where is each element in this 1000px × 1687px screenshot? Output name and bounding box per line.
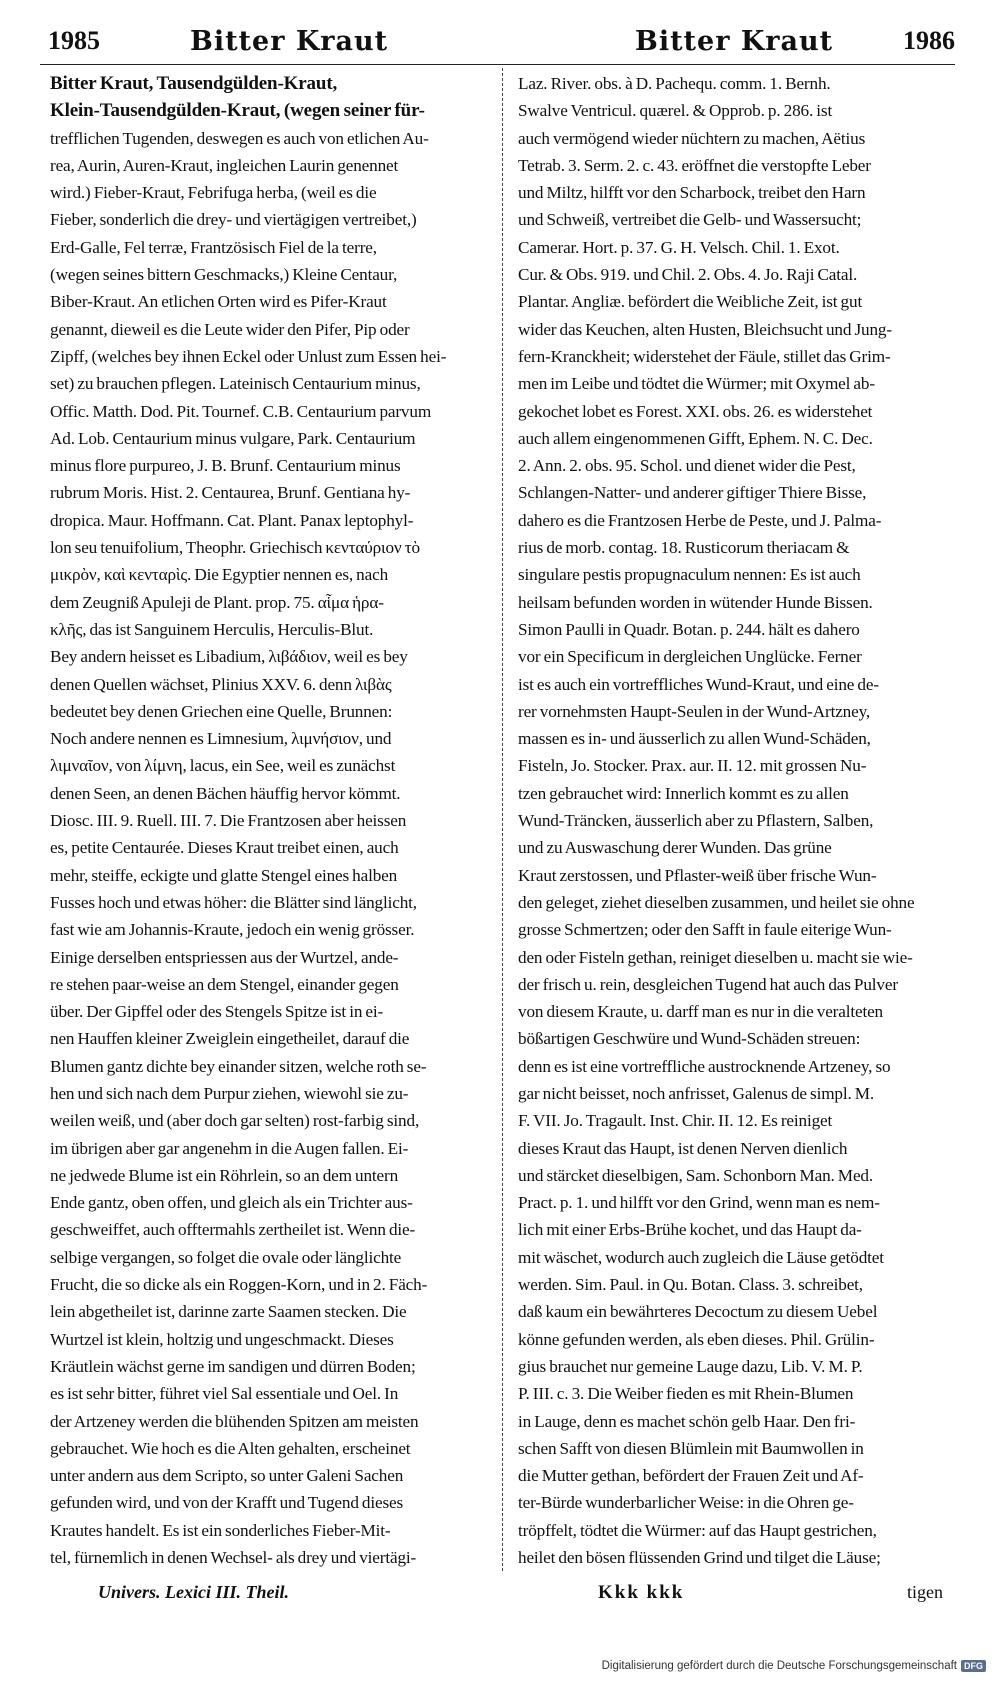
- left-column-line: Blumen gantz dichte bey einander sitzen, welche roth se-: [50, 1056, 427, 1076]
- left-column-line: Ad. Lob. Centaurium minus vulgare, Park. Centaurium: [50, 428, 416, 448]
- header-rule: [40, 64, 955, 65]
- right-column-line: die Mutter gethan, befördert der Frauen Zeit und Af-: [518, 1466, 864, 1486]
- right-column-line: bößartigen Geschwüre und Wund-Schäden streuen:: [518, 1029, 861, 1049]
- left-column-line: selbige vergangen, so folget die ovale oder länglichte: [50, 1247, 402, 1267]
- right-column-line: 2. Ann. 2. obs. 95. Schol. und dienet wider die Pest,: [518, 456, 856, 476]
- left-column-line: Erd-Galle, Fel terræ, Frantzösisch Fiel de la terre,: [50, 237, 377, 257]
- right-column-line: daß kaum ein bewährteres Decoctum zu diesem Uebel: [518, 1302, 878, 1322]
- left-column-line: unter andern aus dem Scripto, so unter Galeni Sachen: [50, 1466, 404, 1486]
- right-column-line: tzen gebrauchet wird: Innerlich kommt es zu allen: [518, 783, 849, 803]
- right-column-line: Laz. River. obs. à D. Pachequ. comm. 1. Bernh.: [518, 74, 831, 93]
- left-column-line: über. Der Gipffel oder des Stengels Spitze ist in ei-: [50, 1002, 384, 1022]
- left-column-line: Noch andere nennen es Limnesium, λιμνήσιον, und: [50, 729, 392, 749]
- left-column-line: es ist sehr bitter, führet viel Sal essentiale und Oel. In: [50, 1384, 399, 1404]
- right-column-line: Fisteln, Jo. Stocker. Prax. aur. II. 12. mit grossen Nu-: [518, 756, 867, 776]
- right-column-line: Wund-Träncken, äusserlich aber zu Pflastern, Salben,: [518, 811, 874, 831]
- left-column-line: rea, Aurin, Auren-Kraut, ingleichen Laurin genennet: [50, 155, 399, 175]
- right-column-line: und Miltz, hilfft vor den Scharbock, treibet den Harn: [518, 183, 866, 203]
- left-column-line: Bitter Kraut, Tausendgülden-Kraut,: [50, 73, 338, 94]
- right-column-line: P. III. c. 3. Die Weiber fieden es mit Rhein-Blumen: [518, 1384, 854, 1404]
- right-column-line: schen Safft von diesen Blümlein mit Baumwollen in: [518, 1438, 864, 1458]
- digitization-credit: [602, 1660, 986, 1672]
- left-column-line: es, petite Centaurée. Dieses Kraut treibet einen, auch: [50, 838, 399, 858]
- left-column-line: weilen weiß, und (aber doch gar selten) rost-farbig sind,: [50, 1111, 420, 1131]
- left-column-line: Zipff, (welches bey ihnen Eckel oder Unlust zum Essen hei-: [50, 346, 447, 366]
- left-column-line: fast wie am Johannis-Kraute, jedoch ein wenig grösser.: [50, 920, 415, 940]
- left-column-line: denen Quellen wächset, Plinius XXV. 6. denn λιβὰς: [50, 674, 392, 694]
- right-column-line: grosse Schmertzen; oder den Safft in faule eiterige Wun-: [518, 920, 892, 940]
- right-column-line: gar nicht beisset, noch anfrisset, Galenus de simpl. M.: [518, 1083, 875, 1103]
- left-column-line: wird.) Fieber-Kraut, Febrifuga herba, (weil es die: [50, 183, 377, 203]
- left-column-line: Fusses hoch und etwas höher: die Blätter sind länglicht,: [50, 892, 417, 912]
- left-column-line: Frucht, die so dicke als ein Roggen-Korn, und in 2. Fäch-: [50, 1275, 428, 1295]
- left-column-line: Offic. Matth. Dod. Pit. Tournef. C.B. Centaurium parvum: [50, 401, 432, 421]
- right-column-line: denn es ist eine vortreffliche austrocknende Artzeney, so: [518, 1056, 891, 1076]
- left-column-line: ne jedwede Blume ist ein Röhrlein, so an dem untern: [50, 1165, 399, 1185]
- left-column-line: minus flore purpureo, J. B. Brunf. Centaurium minus: [50, 456, 401, 476]
- right-column-line: Tetrab. 3. Serm. 2. c. 43. eröffnet die verstopfte Leber: [518, 155, 871, 175]
- right-column-line: auch allem eingenommenen Gifft, Ephem. N. C. Dec.: [518, 428, 873, 448]
- left-column-line: Einige derselben entspriessen aus der Wurtzel, ande-: [50, 947, 399, 967]
- left-column-line: tel, fürnemlich in denen Wechsel- als drey und viertägi-: [50, 1548, 417, 1568]
- left-column-line: Krautes handelt. Es ist ein sonderliches Fieber-Mit-: [50, 1520, 391, 1540]
- left-column-line: hen und sich nach dem Purpur ziehen, wiewohl sie zu-: [50, 1083, 409, 1103]
- right-column-line: werden. Sim. Paul. in Qu. Botan. Class. 3. schreibet,: [518, 1275, 863, 1295]
- right-column-line: auch vermögend wieder nüchtern zu machen, Aëtius: [518, 128, 866, 148]
- right-column-line: F. VII. Jo. Tragault. Inst. Chir. II. 12. Es reiniget: [518, 1111, 833, 1131]
- right-column-line: Cur. & Obs. 919. und Chil. 2. Obs. 4. Jo. Raji Catal.: [518, 265, 858, 285]
- signature-left: Univers. Lexici III. Theil.: [98, 1582, 289, 1602]
- page-footer: [40, 1582, 955, 1622]
- left-column-line: dropica. Maur. Hoffmann. Cat. Plant. Panax leptophyl-: [50, 510, 414, 530]
- right-column-line: gekochet lobet es Forest. XXI. obs. 26. es widerstehet: [518, 401, 873, 421]
- left-column-line: μικρὸν, καὶ κενταρὶς. Die Egyptier nennen es, nach: [50, 565, 389, 585]
- left-column-line: Klein-Tausendgülden-Kraut, (wegen seiner für-: [50, 100, 425, 122]
- right-column-line: Schlangen-Natter- und anderer giftiger Thiere Bisse,: [518, 483, 867, 503]
- right-column: [518, 70, 964, 1570]
- right-column-line: und stärcket dieselbigen, Sam. Schonborn Man. Med.: [518, 1165, 874, 1185]
- left-column-line: lon seu tenuifolium, Theophr. Griechisch κενταύριον τὸ: [50, 538, 420, 558]
- credit-text: Digitalisierung gefördert durch die Deutsche Forschungsgemeinschaft: [601, 1660, 957, 1672]
- left-column-line: Ende gantz, oben offen, und gleich als ein Trichter aus-: [50, 1193, 413, 1213]
- right-column-line: den oder Fisteln gethan, reiniget dieselben u. macht sie wie-: [518, 947, 913, 967]
- left-column-line: set) zu brauchen pflegen. Lateinisch Centaurium minus,: [50, 374, 421, 394]
- right-column-line: lich mit einer Erbs-Brühe kochet, und das Haupt da-: [518, 1220, 862, 1240]
- left-column-line: nen Hauffen kleiner Zweiglein eingetheilet, darauf die: [50, 1029, 410, 1049]
- right-column-line: massen es in- und äusserlich zu allen Wund-Schäden,: [518, 729, 871, 749]
- page-number-right: 1986: [903, 26, 955, 55]
- right-column-line: gius brauchet nur gemeine Lauge dazu, Lib. V. M. P.: [518, 1356, 863, 1376]
- right-column-line: und zu Auswaschung derer Wunden. Das grüne: [518, 838, 832, 858]
- right-column-line: den geleget, ziehet dieselben zusammen, und heilet sie ohne: [518, 892, 915, 912]
- left-column-line: Kräutlein wächst gerne im sandigen und dürren Boden;: [50, 1356, 416, 1376]
- left-column-line: (wegen seines bittern Geschmacks,) Kleine Centaur,: [50, 265, 398, 285]
- right-column-line: und Schweiß, vertreibet die Gelb- und Wassersucht;: [518, 210, 862, 230]
- right-column-line: Camerar. Hort. p. 37. G. H. Velsch. Chil. 1. Exot.: [518, 237, 840, 257]
- right-column-line: singulare pestis propugnaculum nennen: Es ist auch: [518, 565, 861, 585]
- running-header: [40, 22, 955, 60]
- right-column-line: Swalve Ventricul. quærel. & Opprob. p. 286. ist: [518, 101, 833, 121]
- right-column-line: tröpffelt, tödtet die Würmer: auf das Haupt gestrichen,: [518, 1520, 877, 1540]
- left-column-line: der Artzeney werden die blühenden Spitzen am meisten: [50, 1411, 419, 1431]
- right-column-line: men im Leibe und tödtet die Würmer; mit Oxymel ab-: [518, 374, 875, 394]
- right-column-line: heilet den bösen flüssenden Grind und tilget die Läuse;: [518, 1548, 881, 1568]
- right-column-line: dahero es die Frantzosen Herbe de Peste, und J. Palma-: [518, 510, 882, 530]
- column-divider: [502, 68, 503, 1571]
- right-column-line: Plantar. Angliæ. befördert die Weibliche Zeit, ist gut: [518, 292, 863, 312]
- left-column-line: Bey andern heisset es Libadium, λιβάδιον, weil es bey: [50, 647, 408, 667]
- right-column-line: fern-Kranckheit; widerstehet der Fäule, stillet das Grim-: [518, 346, 891, 366]
- right-column-line: ist es auch ein vortreffliches Wund-Kraut, und eine de-: [518, 674, 879, 694]
- right-column-line: dieses Kraut das Haupt, ist denen Nerven dienlich: [518, 1138, 848, 1158]
- right-column-line: heilsam befunden worden in wütender Hunde Bissen.: [518, 592, 873, 612]
- catchword: tigen: [907, 1582, 943, 1602]
- running-title-left: Bitter Kraut: [190, 26, 389, 57]
- left-column-line: gefunden wird, und von der Krafft und Tugend dieses: [50, 1493, 404, 1513]
- signature-mark: Kkk kkk: [598, 1582, 685, 1603]
- right-column-line: der frisch u. rein, desgleichen Tugend hat auch das Pulver: [518, 974, 898, 994]
- left-column-line: Fieber, sonderlich die drey- und viertägigen vertreibet,): [50, 210, 417, 230]
- right-column-line: vor ein Specificum in dergleichen Unglücke. Ferner: [518, 647, 862, 667]
- left-column-line: gebrauchet. Wie hoch es die Alten gehalten, erscheinet: [50, 1438, 411, 1458]
- right-column-line: ter-Bürde wunderbarlicher Weise: in die Ohren ge-: [518, 1493, 854, 1513]
- left-column-line: genannt, dieweil es die Leute wider den Pifer, Pip oder: [50, 319, 410, 339]
- left-column-line: dem Zeugniß Apuleji de Plant. prop. 75. αἷμα ἡρα-: [50, 592, 384, 612]
- right-column-line: rius de morb. contag. 18. Rusticorum theriacam &: [518, 538, 850, 558]
- left-column-line: Biber-Kraut. An etlichen Orten wird es Pifer-Kraut: [50, 292, 387, 312]
- running-title-right: Bitter Kraut: [635, 26, 834, 57]
- right-column-line: mit wäschet, wodurch auch zugleich die Läuse getödtet: [518, 1247, 884, 1267]
- left-column: [50, 70, 496, 1570]
- left-column-line: bedeutet bey denen Griechen eine Quelle, Brunnen:: [50, 701, 393, 721]
- left-column-line: κλῆς, das ist Sanguinem Herculis, Herculis-Blut.: [50, 619, 374, 639]
- left-column-line: lein abgetheilet ist, darinne zarte Saamen stecken. Die: [50, 1302, 407, 1322]
- document-page: [40, 22, 955, 1652]
- left-column-line: denen Seen, an denen Bächen häuffig hervor kömmt.: [50, 783, 401, 803]
- left-column-line: mehr, steiffe, eckigte und glatte Stengel eines halben: [50, 865, 398, 885]
- dfg-logo: DFG: [961, 1660, 986, 1672]
- left-column-line: trefflichen Tugenden, deswegen es auch von etlichen Au-: [50, 128, 429, 148]
- left-column-line: rubrum Moris. Hist. 2. Centaurea, Brunf. Gentiana hy-: [50, 483, 411, 503]
- right-column-line: rer vornehmsten Haupt-Seulen in der Wund-Artzney,: [518, 701, 871, 721]
- left-column-line: Wurtzel ist klein, holtzig und ungeschmackt. Dieses: [50, 1329, 394, 1349]
- left-column-line: λιμναῖον, von λίμνη, lacus, ein See, weil es zunächst: [50, 756, 396, 776]
- right-column-line: könne gefunden werden, als eben dieses. Phil. Grülin-: [518, 1329, 875, 1349]
- right-column-line: von diesem Kraute, u. darff man es nur in die veralteten: [518, 1002, 884, 1022]
- left-column-line: re stehen paar-weise an dem Stengel, einander gegen: [50, 974, 399, 994]
- right-column-line: Pract. p. 1. und hilfft vor den Grind, wenn man es nem-: [518, 1193, 880, 1213]
- right-column-line: Simon Paulli in Quadr. Botan. p. 244. hält es dahero: [518, 619, 860, 639]
- left-column-line: im übrigen aber gar angenehm in die Augen fallen. Ei-: [50, 1138, 409, 1158]
- right-column-line: wider das Keuchen, alten Husten, Bleichsucht und Jung-: [518, 319, 892, 339]
- right-column-line: in Lauge, denn es machet schön gelb Haar. Den fri-: [518, 1411, 856, 1431]
- page-number-left: 1985: [48, 26, 100, 55]
- left-column-line: Diosc. III. 9. Ruell. III. 7. Die Frantzosen aber heissen: [50, 811, 407, 831]
- left-column-line: geschweiffet, auch offtermahls zertheilet ist. Wenn die-: [50, 1220, 416, 1240]
- right-column-line: Kraut zerstossen, und Pflaster-weiß über frische Wun-: [518, 865, 877, 885]
